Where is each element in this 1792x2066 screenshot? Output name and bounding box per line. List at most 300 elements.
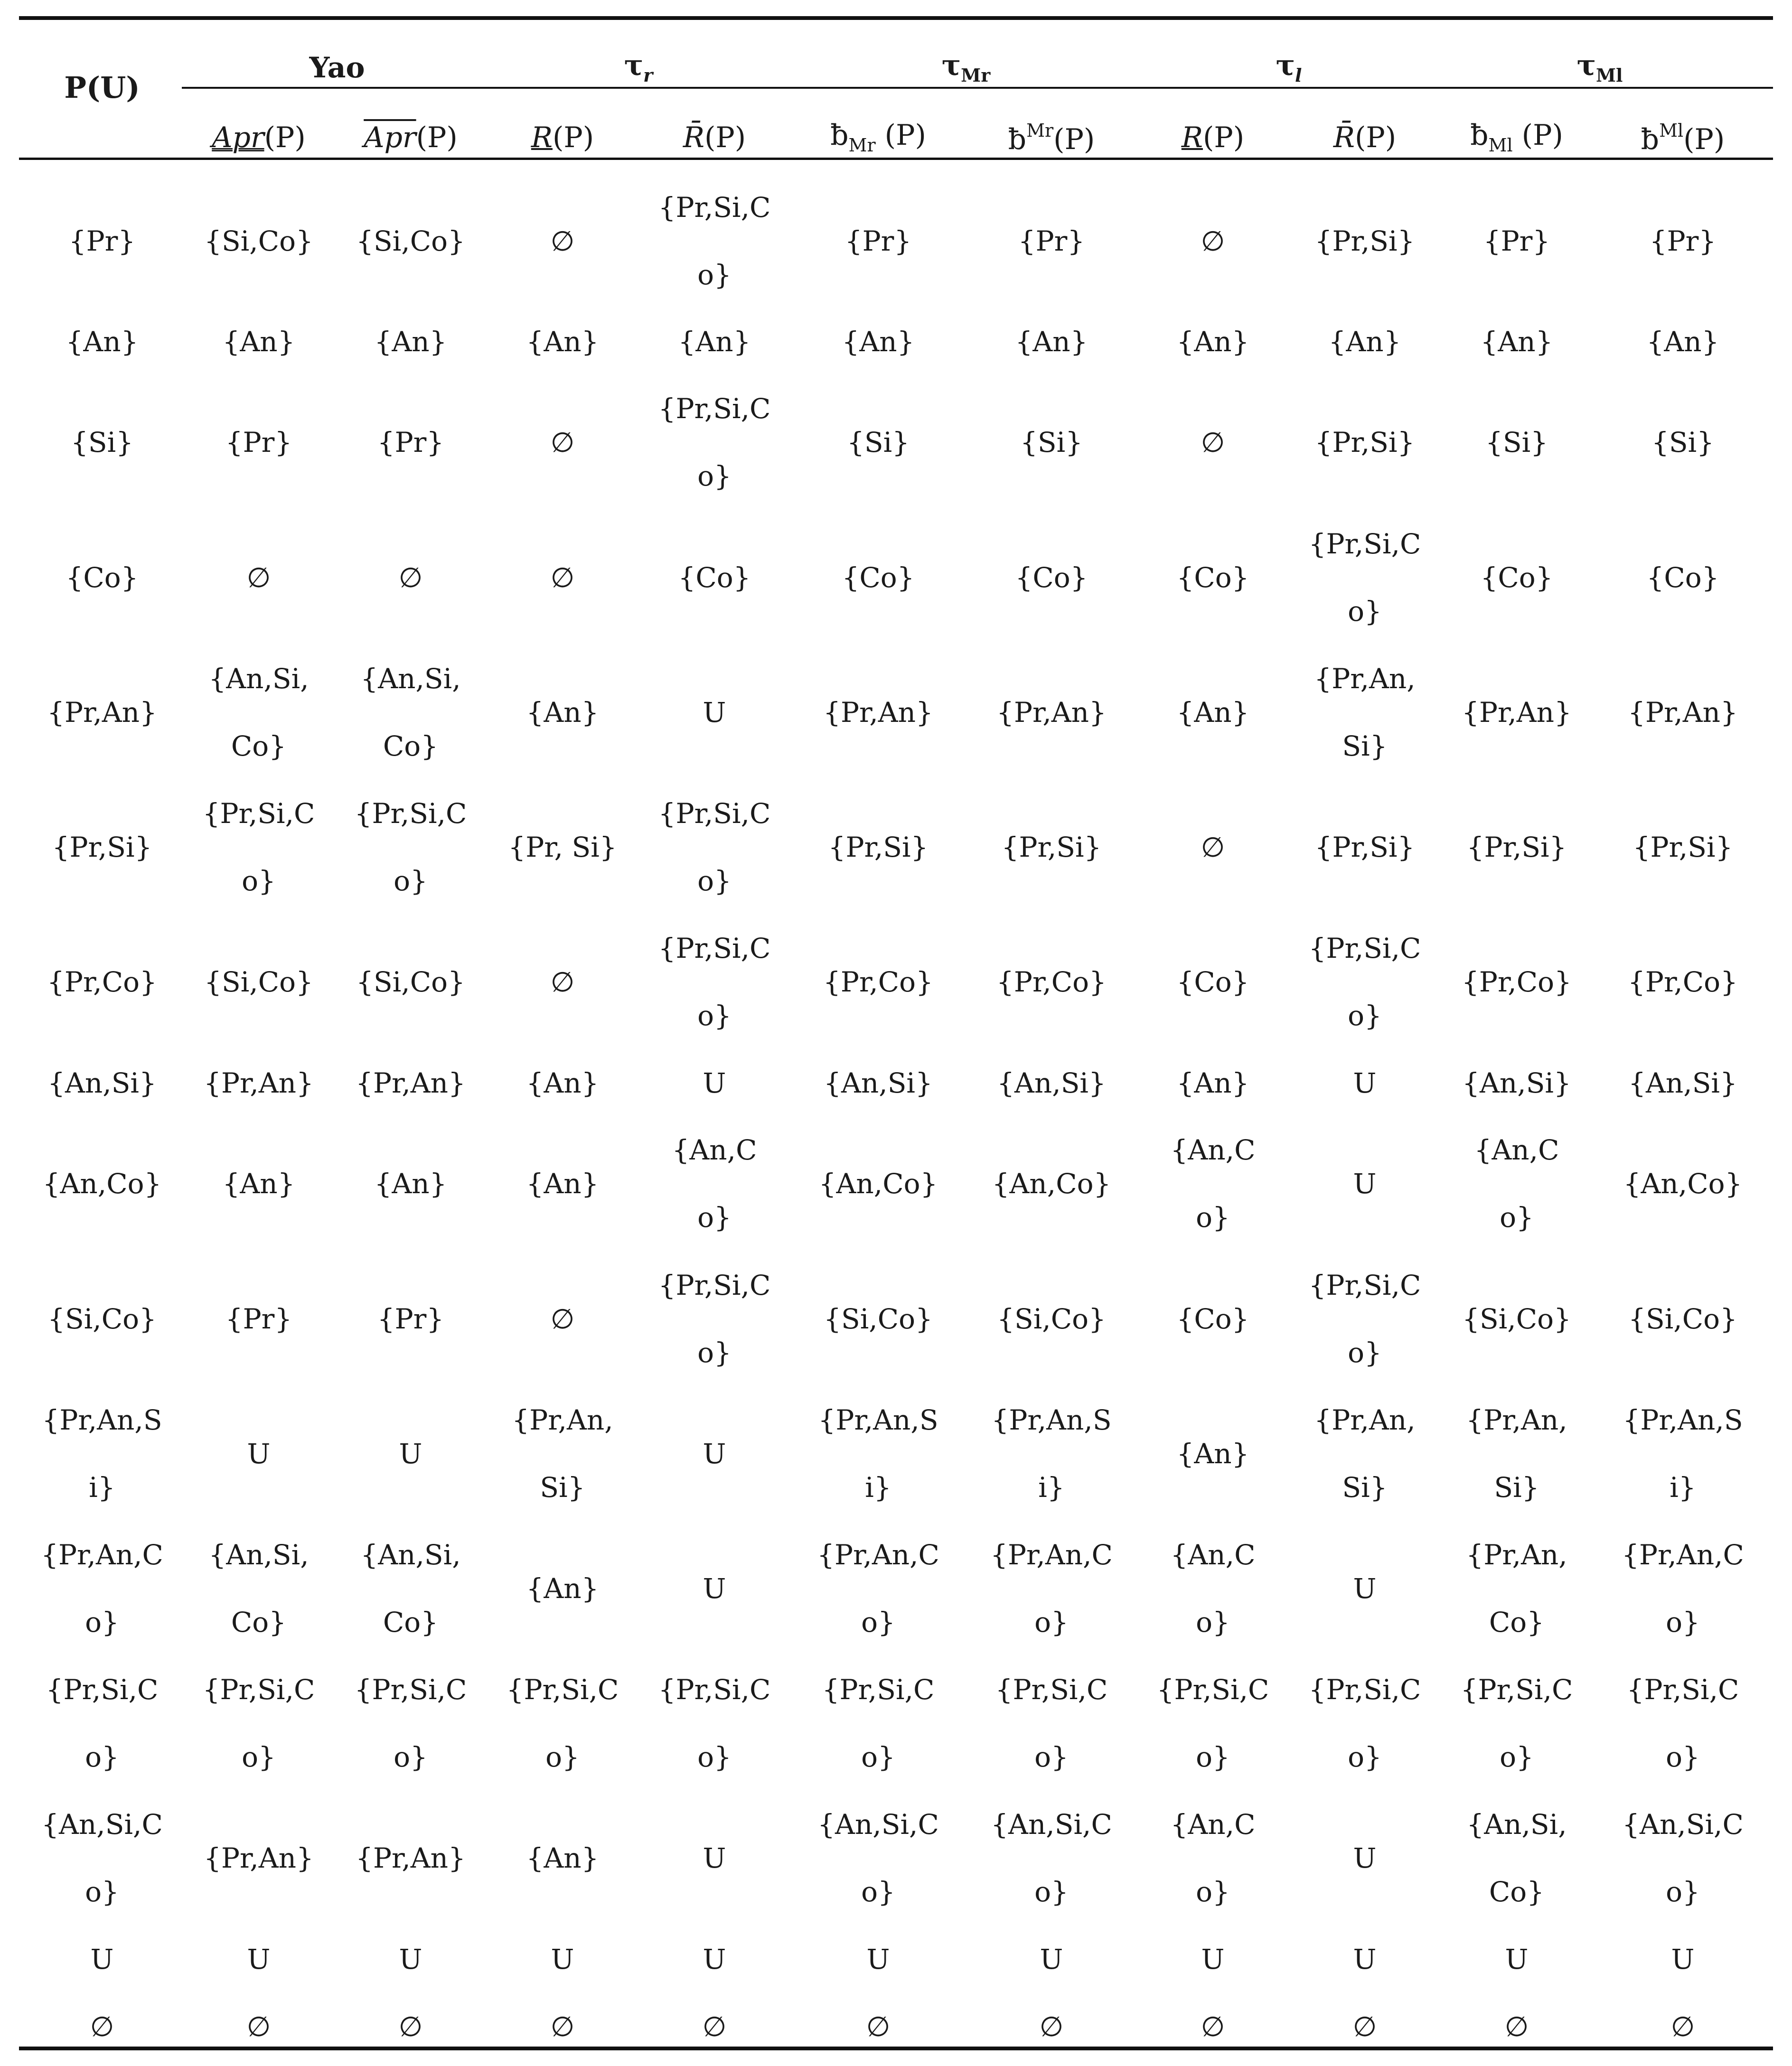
cell-text: ∅ — [398, 2010, 423, 2043]
column-header — [1604, 114, 1761, 161]
table-cell — [506, 1115, 619, 1253]
table-cell — [354, 189, 468, 293]
cell-text: {An} — [842, 326, 915, 358]
cell-text: {Pr,An} — [356, 1842, 466, 1874]
column-header-argument: (P) — [875, 119, 926, 152]
table-cell — [1460, 1996, 1574, 2057]
cell-text: {An,Co} — [992, 1168, 1111, 1200]
cell-text: ∅ — [1352, 2010, 1377, 2043]
cell-text: {An,Co} — [1170, 1539, 1256, 1638]
table-cell — [1614, 1047, 1752, 1119]
cell-text: {Pr,An} — [1462, 696, 1572, 729]
table-cell — [354, 306, 468, 377]
cell-text: {Pr,Si,Co} — [658, 191, 771, 291]
table-cell — [1308, 1047, 1422, 1119]
table-cell — [657, 1996, 771, 2057]
table-cell — [657, 644, 771, 781]
table-cell — [1460, 644, 1574, 781]
column-header-argument: (P) — [1203, 121, 1245, 154]
table-cell — [814, 1250, 942, 1388]
cell-text: {Si,Co} — [356, 966, 465, 998]
cell-text: {An} — [374, 1168, 447, 1200]
column-header — [1450, 114, 1583, 161]
row-label-text: {An,Si} — [47, 1067, 157, 1099]
cell-text: {Pr,Si,Co} — [506, 1673, 619, 1773]
row-label-cell — [40, 189, 164, 293]
cell-text: ∅ — [1201, 2010, 1225, 2043]
cell-text: {Pr,An,Si} — [1466, 1404, 1567, 1504]
table-cell — [202, 1655, 316, 1792]
table-cell — [202, 644, 316, 781]
cell-text: {Co} — [1176, 966, 1249, 998]
table-cell — [202, 1385, 316, 1523]
cell-text: {Pr} — [1649, 225, 1717, 257]
table-cell — [202, 1924, 316, 1995]
cell-text: {An} — [1176, 1067, 1249, 1099]
cell-text: {Pr,An,Co} — [1466, 1539, 1567, 1638]
table-cell — [506, 1789, 619, 1927]
cell-text: ∅ — [550, 2010, 575, 2043]
table-cell — [1614, 1250, 1752, 1388]
cell-text: U — [1671, 1943, 1695, 1975]
cell-text: {Si,Co} — [824, 1303, 933, 1335]
cell-text: {An,Si} — [1462, 1067, 1571, 1099]
table-cell — [506, 1924, 619, 1995]
cell-text: {Si} — [1651, 426, 1715, 458]
cell-text: {Si} — [1020, 426, 1083, 458]
cell-text: U — [551, 1943, 574, 1975]
cell-text: {Si,Co} — [997, 1303, 1106, 1335]
table-cell — [354, 1047, 468, 1119]
cell-text: {An} — [526, 1842, 599, 1874]
table-cell — [657, 1924, 771, 1995]
table-cell — [202, 778, 316, 916]
table-cell — [202, 1115, 316, 1253]
table-cell — [1156, 1520, 1270, 1657]
row-label-cell — [40, 1996, 164, 2057]
cell-text: ∅ — [702, 2010, 727, 2043]
row-label-text: {Pr,An,Si} — [42, 1404, 162, 1504]
table-cell — [202, 1250, 316, 1388]
table-cell — [987, 1924, 1116, 1995]
row-label-cell — [40, 644, 164, 781]
table-cell — [657, 390, 771, 495]
cell-text: {Si,Co} — [1462, 1303, 1571, 1335]
table-cell — [1308, 509, 1422, 646]
table-cell — [506, 644, 619, 781]
column-header — [1298, 114, 1431, 161]
table-cell — [657, 306, 771, 377]
row-label-text: {Si} — [70, 426, 134, 458]
table-cell — [354, 1655, 468, 1792]
column-header-symbol: Apr — [212, 121, 264, 154]
table-cell — [1614, 1115, 1752, 1253]
cell-text: {Pr,An,Si} — [512, 1404, 613, 1504]
cell-text: U — [1353, 1943, 1377, 1975]
table-cell — [1614, 1385, 1752, 1523]
table-cell — [1614, 189, 1752, 293]
table-cell — [1308, 778, 1422, 916]
table-cell — [354, 644, 468, 781]
table-cell — [814, 1385, 942, 1523]
table-cell — [354, 1250, 468, 1388]
table-cell — [1308, 1924, 1422, 1995]
row-label-cell — [40, 1520, 164, 1657]
cell-text: {Pr,Si} — [1001, 831, 1102, 863]
table-cell — [1308, 1520, 1422, 1657]
group-symbol: τ — [1276, 49, 1295, 82]
table-cell — [987, 1789, 1116, 1927]
cell-text: {Pr,An} — [356, 1067, 466, 1099]
column-header-subscript: Ml — [1488, 135, 1513, 156]
column-header — [1146, 114, 1279, 161]
cell-text: {Pr,An,Co} — [1622, 1539, 1744, 1638]
row-label-text: {Si,Co} — [47, 1303, 157, 1335]
table-cell — [506, 1996, 619, 2057]
table-cell — [987, 913, 1116, 1051]
cell-text: {Pr,Si,Co} — [658, 1673, 771, 1773]
table-cell — [506, 913, 619, 1051]
table-cell — [1460, 913, 1574, 1051]
table-cell — [987, 189, 1116, 293]
cell-text: {Pr,Si} — [828, 831, 929, 863]
table-cell — [814, 306, 942, 377]
cell-text: ∅ — [1201, 225, 1225, 257]
column-header-text — [1641, 122, 1725, 154]
table-cell — [1460, 1520, 1574, 1657]
cell-text: {Si,Co} — [204, 966, 313, 998]
cell-text: {Pr,Si,Co} — [202, 1673, 315, 1773]
table-cell — [1308, 1655, 1422, 1792]
table-cell — [354, 778, 468, 916]
cell-text: {Co} — [842, 561, 915, 594]
table-cell — [657, 778, 771, 916]
cell-text: ∅ — [398, 561, 423, 594]
table-cell — [1460, 1789, 1574, 1927]
table-cell — [202, 1047, 316, 1119]
cell-text: {Pr,Si,Co} — [658, 932, 771, 1032]
row-label-text: ∅ — [90, 2010, 114, 2043]
table-cell — [202, 913, 316, 1051]
row-label-cell — [40, 1924, 164, 1995]
table-cell — [1614, 1789, 1752, 1927]
cell-text: {An,Si,Co} — [208, 663, 309, 762]
table-cell — [202, 1789, 316, 1927]
cell-text: {Pr,Si,Co} — [995, 1673, 1108, 1773]
table-cell — [814, 1996, 942, 2057]
cell-text: U — [1040, 1943, 1063, 1975]
cell-text: {Pr,Co} — [1628, 966, 1738, 998]
table-cell — [1614, 1924, 1752, 1995]
cell-text: {An} — [526, 696, 599, 729]
column-header-subscript: Mr — [848, 135, 876, 156]
cell-text: U — [703, 1572, 726, 1605]
group-subscript: Ml — [1595, 65, 1623, 86]
table-cell — [657, 1655, 771, 1792]
column-header-argument: (P) — [264, 121, 306, 154]
cell-text: U — [703, 1943, 726, 1975]
row-label-cell — [40, 306, 164, 377]
cell-text: {An} — [1015, 326, 1088, 358]
table-cell — [1614, 1520, 1752, 1657]
cell-text: {An,Co} — [1170, 1134, 1256, 1234]
column-header-symbol: ƀ — [1470, 119, 1489, 152]
table-cell — [814, 913, 942, 1051]
table-cell — [657, 1047, 771, 1119]
row-label-cell — [40, 390, 164, 495]
row-label-text: {Co} — [66, 561, 139, 594]
row-label-text: {Pr,Co} — [47, 966, 157, 998]
column-header-symbol: $\overline{Apr}$ — [364, 121, 416, 154]
table-cell — [1156, 913, 1270, 1051]
table-cell — [1460, 1047, 1574, 1119]
cell-text: {An,Co} — [1170, 1808, 1256, 1908]
column-header-symbol: ƀ — [830, 119, 849, 152]
cell-text: {Pr, Si} — [508, 831, 617, 863]
table-cell — [202, 306, 316, 377]
cell-text: {An} — [526, 1572, 599, 1605]
cell-text: {An} — [526, 326, 599, 358]
column-header-argument: (P) — [1683, 123, 1725, 156]
row-label-text: {Pr,Si} — [52, 831, 152, 863]
table-cell — [814, 778, 942, 916]
cell-text: {Co} — [1015, 561, 1088, 594]
column-header-symbol: R — [531, 121, 553, 154]
table-cell — [814, 1924, 942, 1995]
cell-text: {Pr} — [225, 1303, 292, 1335]
cell-text: {An} — [1176, 326, 1249, 358]
cell-text: ∅ — [246, 561, 271, 594]
table-cell — [1460, 189, 1574, 293]
column-header-superscript: Mr — [1026, 120, 1054, 141]
column-header — [192, 114, 325, 161]
cell-text: U — [703, 1438, 726, 1470]
cell-text: {Co} — [1176, 1303, 1249, 1335]
cell-text: {Pr} — [1018, 225, 1085, 257]
cell-text: {An,Si} — [824, 1067, 933, 1099]
cell-text: ∅ — [1504, 2010, 1529, 2043]
table-cell — [1614, 1996, 1752, 2057]
cell-text: U — [1505, 1943, 1529, 1975]
table-cell — [657, 1385, 771, 1523]
table-cell — [987, 778, 1116, 916]
column-header — [496, 114, 629, 161]
table-cell — [1460, 1385, 1574, 1523]
cell-text: {An,Si} — [997, 1067, 1106, 1099]
cell-text: U — [703, 1842, 726, 1874]
cell-text: U — [1353, 1842, 1377, 1874]
cell-text: {An,Si,Co} — [208, 1539, 309, 1638]
cell-text: {An,Co} — [1623, 1168, 1743, 1200]
cell-text: {Pr,Si} — [1633, 831, 1733, 863]
cell-text: {Pr,Si,Co} — [658, 797, 771, 897]
cell-text: {Pr,An,Co} — [990, 1539, 1113, 1638]
column-header-symbol: ƀ — [1008, 123, 1027, 156]
cell-text: {Pr,Si,Co} — [1308, 932, 1421, 1032]
table-cell — [1460, 1655, 1574, 1792]
table-cell — [1156, 1115, 1270, 1253]
table-cell — [1460, 390, 1574, 495]
table-cell — [1156, 1655, 1270, 1792]
cell-text: {An,Si,Co} — [1622, 1808, 1744, 1908]
cell-text: {An} — [1480, 326, 1553, 358]
column-header-text — [531, 123, 594, 152]
cell-text: {Pr,An,Co} — [817, 1539, 939, 1638]
table-cell — [1156, 1924, 1270, 1995]
table-cell — [354, 1385, 468, 1523]
cell-text: ∅ — [246, 2010, 271, 2043]
group-header — [1146, 47, 1431, 89]
table-cell — [506, 1047, 619, 1119]
column-header — [978, 114, 1125, 161]
table-cell — [1156, 1047, 1270, 1119]
table-cell — [1156, 509, 1270, 646]
table-cell — [814, 390, 942, 495]
table-cell — [1308, 644, 1422, 781]
table-cell — [506, 1655, 619, 1792]
cell-text: {Si,Co} — [356, 225, 465, 257]
table-cell — [1460, 509, 1574, 646]
column-header-argument: (P) — [1355, 121, 1397, 154]
cell-text: U — [1353, 1572, 1377, 1605]
group-symbol: τ — [941, 49, 961, 82]
cell-text: {An,Si,Co} — [360, 663, 461, 762]
table-cell — [987, 1520, 1116, 1657]
cell-text: {Pr,Si} — [1314, 831, 1415, 863]
table-cell — [987, 1115, 1116, 1253]
table-cell — [987, 306, 1116, 377]
column-header-text — [1333, 123, 1396, 152]
table-cell — [657, 1520, 771, 1657]
table-cell — [1308, 306, 1422, 377]
column-header — [805, 114, 952, 161]
table-cell — [1460, 306, 1574, 377]
table-cell — [354, 1924, 468, 1995]
cell-text: {An,Si} — [1628, 1067, 1737, 1099]
table-cell — [814, 509, 942, 646]
column-header-symbol: ƀ — [1641, 123, 1660, 156]
table-cell — [1156, 1250, 1270, 1388]
cell-text: {Si} — [846, 426, 910, 458]
table-cell — [657, 1115, 771, 1253]
row-label-cell — [40, 1789, 164, 1927]
column-header-text — [364, 123, 458, 152]
cell-text: {Pr,Si,Co} — [658, 1269, 771, 1369]
row-label-text: {Pr,An} — [47, 696, 157, 729]
group-header-text — [1276, 51, 1302, 84]
table-cell — [354, 913, 468, 1051]
cell-text: ∅ — [866, 2010, 891, 2043]
cell-text: {Pr,Co} — [823, 966, 933, 998]
column-header-symbol: R — [1181, 121, 1203, 154]
row-label-cell — [40, 509, 164, 646]
table-cell — [814, 1047, 942, 1119]
row-label-cell — [40, 913, 164, 1051]
column-header-argument: (P) — [553, 121, 594, 154]
cell-text: {An} — [222, 1168, 295, 1200]
cell-text: {Pr,An} — [204, 1842, 314, 1874]
row-label-cell — [40, 1250, 164, 1388]
cell-text: {Si,Co} — [1628, 1303, 1737, 1335]
group-subscript: Mr — [961, 65, 991, 86]
column-header-text — [1182, 123, 1244, 152]
table-cell — [1460, 1115, 1574, 1253]
group-symbol: τ — [624, 49, 644, 82]
table-cell — [1156, 390, 1270, 495]
group-header — [812, 47, 1120, 89]
cell-text: {Si} — [1485, 426, 1548, 458]
cell-text: {An} — [526, 1067, 599, 1099]
row-label-text: {Pr,Si,Co} — [46, 1673, 159, 1773]
cell-text: {Co} — [1646, 561, 1719, 594]
cell-text: ∅ — [1039, 2010, 1064, 2043]
cell-text: {Pr,Si,Co} — [1460, 1673, 1573, 1773]
cell-text: U — [1353, 1168, 1377, 1200]
column-header-text — [1470, 121, 1563, 154]
cell-text: {Co} — [678, 561, 751, 594]
cell-text: U — [1353, 1067, 1377, 1099]
table-cell — [1308, 1385, 1422, 1523]
column-header-argument: (P) — [1512, 119, 1563, 152]
group-header-text — [942, 51, 990, 84]
cell-text: {Pr,Co} — [996, 966, 1107, 998]
cell-text: {Pr} — [1483, 225, 1550, 257]
cell-text: {Pr,Co} — [1462, 966, 1572, 998]
table-cell — [1156, 306, 1270, 377]
cell-text: {Pr} — [225, 426, 292, 458]
column-header-text — [212, 123, 306, 152]
table-cell — [987, 1655, 1116, 1792]
cell-text: ∅ — [1201, 831, 1225, 863]
cell-text: U — [247, 1943, 271, 1975]
table-cell — [1156, 189, 1270, 293]
row-label-text: {An,Co} — [42, 1168, 162, 1200]
cell-text: {Pr} — [377, 426, 444, 458]
column-header-text — [830, 121, 926, 154]
cell-text: U — [703, 1067, 726, 1099]
column-header-argument: (P) — [416, 121, 458, 154]
row-label-cell — [40, 1115, 164, 1253]
table-cell — [814, 1520, 942, 1657]
cell-text: {An} — [222, 326, 295, 358]
row-label-text: {Pr} — [68, 225, 136, 257]
group-subscript: r — [643, 65, 653, 86]
row-label-text: {An} — [66, 326, 139, 358]
table-cell — [1156, 1996, 1270, 2057]
cell-text: {Pr,An,Si} — [991, 1404, 1112, 1504]
cell-text: {An,Si,Co} — [360, 1539, 461, 1638]
cell-text: ∅ — [550, 966, 575, 998]
cell-text: {Pr,Si} — [1314, 225, 1415, 257]
cell-text: {An} — [374, 326, 447, 358]
table-cell — [1308, 1996, 1422, 2057]
cell-text: {An,Co} — [818, 1168, 938, 1200]
column-header-text — [683, 123, 746, 152]
table-cell — [202, 509, 316, 646]
table-cell — [506, 1250, 619, 1388]
table-cell — [1460, 778, 1574, 916]
group-header-text — [624, 51, 653, 84]
table-cell — [1156, 778, 1270, 916]
cell-text: {Pr,Si} — [1466, 831, 1567, 863]
cell-text: U — [703, 696, 726, 729]
cell-text: {An} — [1328, 326, 1401, 358]
group-header-text: Yao — [309, 51, 365, 84]
table-cell — [506, 509, 619, 646]
row-label-cell — [40, 1385, 164, 1523]
cell-text: U — [247, 1438, 271, 1470]
row-header-text: P(U) — [64, 70, 140, 105]
